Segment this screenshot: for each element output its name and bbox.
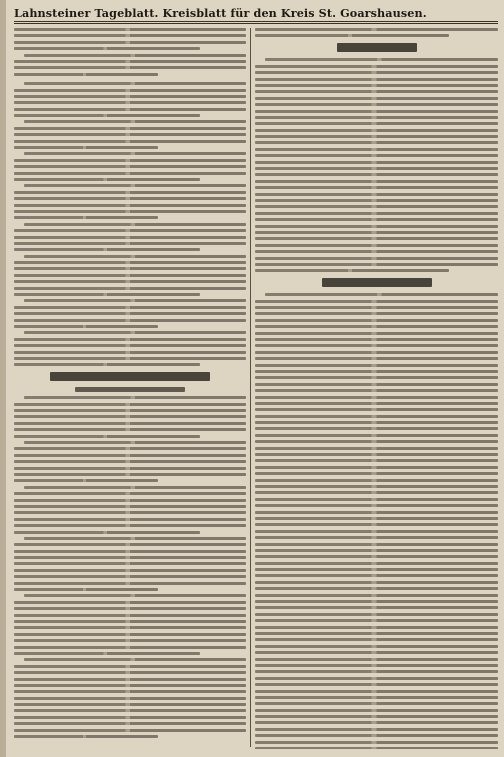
text-line <box>24 223 246 226</box>
text-line <box>14 620 246 623</box>
text-line <box>255 167 498 170</box>
text-line <box>265 293 498 296</box>
masthead-rule-bottom <box>14 23 498 24</box>
right-column <box>255 28 498 749</box>
text-line <box>14 95 246 98</box>
text-line <box>255 568 498 571</box>
text-line <box>14 172 246 175</box>
text-line <box>14 652 200 655</box>
text-line <box>255 472 498 475</box>
text-line <box>14 709 246 712</box>
text-line <box>255 357 498 360</box>
text-line <box>14 505 246 508</box>
text-line <box>255 205 498 208</box>
text-line <box>255 702 498 705</box>
text-line <box>255 498 498 501</box>
text-line <box>14 415 246 418</box>
text-line <box>255 300 498 303</box>
text-line <box>14 191 246 194</box>
text-line <box>255 263 498 266</box>
text-line <box>255 466 498 469</box>
text-line <box>255 632 498 635</box>
text-line <box>255 741 498 744</box>
text-line <box>255 161 498 164</box>
text-line <box>255 453 498 456</box>
text-line <box>255 485 498 488</box>
text-line <box>14 562 246 565</box>
text-line <box>255 34 449 37</box>
text-line <box>14 518 246 521</box>
text-line <box>255 338 498 341</box>
text-line <box>24 537 246 540</box>
text-line <box>14 422 246 425</box>
text-line <box>14 447 246 450</box>
text-line <box>14 127 246 130</box>
text-line <box>255 696 498 699</box>
text-line <box>14 351 246 354</box>
text-line <box>24 152 246 155</box>
text-line <box>14 338 246 341</box>
text-line <box>255 218 498 221</box>
text-line <box>14 582 246 585</box>
text-line <box>255 269 449 272</box>
text-line <box>255 523 498 526</box>
text-line <box>14 716 246 719</box>
text-line <box>255 517 498 520</box>
text-line <box>14 531 200 534</box>
text-line <box>24 396 246 399</box>
text-line <box>14 690 246 693</box>
text-line <box>255 141 498 144</box>
text-line <box>14 267 246 270</box>
text-line <box>255 543 498 546</box>
text-line <box>14 543 246 546</box>
text-line <box>14 550 246 553</box>
text-line <box>14 511 246 514</box>
text-line <box>14 524 246 527</box>
text-line <box>14 312 246 315</box>
text-line <box>14 274 246 277</box>
text-line <box>14 357 246 360</box>
text-line <box>255 389 498 392</box>
text-line <box>255 638 498 641</box>
text-line <box>255 613 498 616</box>
text-line <box>255 383 498 386</box>
text-line <box>255 530 498 533</box>
text-line <box>14 607 246 610</box>
text-line <box>265 58 498 61</box>
text-line <box>255 626 498 629</box>
text-line <box>14 735 158 738</box>
text-line <box>255 351 498 354</box>
text-line <box>255 84 498 87</box>
text-line <box>255 237 498 240</box>
text-line <box>14 89 246 92</box>
text-line <box>14 248 200 251</box>
text-line <box>14 697 246 700</box>
text-line <box>14 633 246 636</box>
text-line <box>255 734 498 737</box>
text-line <box>255 562 498 565</box>
text-line <box>14 306 246 309</box>
text-line <box>24 54 246 57</box>
text-line <box>255 747 498 749</box>
text-line <box>14 133 246 136</box>
text-line <box>255 306 498 309</box>
text-line <box>255 332 498 335</box>
text-line <box>255 110 498 113</box>
text-line <box>255 479 498 482</box>
text-line <box>14 229 246 232</box>
text-line <box>24 441 246 444</box>
text-line <box>14 678 246 681</box>
text-line <box>255 491 498 494</box>
text-line <box>255 427 498 430</box>
text-line <box>14 325 158 328</box>
text-line <box>255 581 498 584</box>
text-line <box>14 28 246 31</box>
text-line <box>14 646 246 649</box>
text-line <box>255 319 498 322</box>
text-line <box>14 626 246 629</box>
text-line <box>14 601 246 604</box>
text-line <box>14 101 246 104</box>
text-line <box>255 511 498 514</box>
column-divider <box>250 28 251 747</box>
text-line <box>255 97 498 100</box>
text-line <box>14 210 246 213</box>
text-line <box>24 331 246 334</box>
text-line <box>24 594 246 597</box>
text-line <box>14 403 246 406</box>
text-line <box>255 186 498 189</box>
text-line <box>14 319 246 322</box>
text-line <box>255 65 498 68</box>
text-line <box>24 658 246 661</box>
text-line <box>14 665 246 668</box>
text-line <box>14 73 158 76</box>
text-line <box>14 409 246 412</box>
text-line <box>255 116 498 119</box>
text-line <box>255 180 498 183</box>
text-line <box>14 499 246 502</box>
text-line <box>14 108 246 111</box>
section-heading <box>337 43 417 52</box>
subheading <box>75 387 185 392</box>
text-line <box>255 549 498 552</box>
text-line <box>255 325 498 328</box>
text-line <box>14 479 158 482</box>
text-line <box>14 467 246 470</box>
text-line <box>255 421 498 424</box>
left-column <box>14 28 246 749</box>
text-line <box>255 434 498 437</box>
text-line <box>14 556 246 559</box>
text-line <box>255 135 498 138</box>
text-line <box>255 715 498 718</box>
text-line <box>14 703 246 706</box>
masthead-rule-top <box>14 21 498 22</box>
text-line <box>255 459 498 462</box>
text-line <box>255 28 498 31</box>
text-line <box>255 645 498 648</box>
text-line <box>14 492 246 495</box>
text-line <box>14 34 246 37</box>
text-line <box>14 146 158 149</box>
text-line <box>24 486 246 489</box>
text-line <box>14 569 246 572</box>
text-line <box>255 683 498 686</box>
text-line <box>255 370 498 373</box>
text-line <box>14 216 158 219</box>
text-line <box>14 454 246 457</box>
text-line <box>14 197 246 200</box>
text-line <box>14 614 246 617</box>
text-line <box>14 280 246 283</box>
masthead-title: Lahnsteiner Tageblatt. Kreisblatt für den Kreis St. Goarshausen. <box>14 6 427 20</box>
text-line <box>14 287 246 290</box>
text-line <box>255 664 498 667</box>
text-line <box>255 690 498 693</box>
text-line <box>255 244 498 247</box>
text-line <box>14 261 246 264</box>
text-line <box>14 293 200 296</box>
text-line <box>14 47 200 50</box>
text-line <box>255 658 498 661</box>
text-line <box>24 255 246 258</box>
text-line <box>255 193 498 196</box>
text-line <box>255 212 498 215</box>
text-line <box>255 619 498 622</box>
text-line <box>255 574 498 577</box>
text-line <box>14 114 200 117</box>
text-line <box>255 103 498 106</box>
text-line <box>14 435 200 438</box>
section-heading <box>322 278 432 287</box>
text-line <box>255 709 498 712</box>
text-line <box>255 199 498 202</box>
text-line <box>14 204 246 207</box>
text-line <box>14 66 246 69</box>
text-line <box>255 154 498 157</box>
text-line <box>14 140 246 143</box>
text-line <box>255 606 498 609</box>
text-line <box>14 460 246 463</box>
text-line <box>14 722 246 725</box>
text-line <box>255 408 498 411</box>
text-line <box>14 344 246 347</box>
text-line <box>24 299 246 302</box>
text-line <box>255 90 498 93</box>
text-line <box>24 184 246 187</box>
text-line <box>14 159 246 162</box>
text-line <box>255 71 498 74</box>
text-line <box>14 178 200 181</box>
text-line <box>255 536 498 539</box>
text-line <box>14 428 246 431</box>
text-line <box>14 236 246 239</box>
text-line <box>14 684 246 687</box>
text-line <box>14 41 246 44</box>
text-line <box>255 396 498 399</box>
text-line <box>24 120 246 123</box>
section-heading <box>50 372 210 381</box>
text-line <box>255 677 498 680</box>
text-line <box>255 257 498 260</box>
text-line <box>255 415 498 418</box>
text-line <box>255 173 498 176</box>
text-line <box>255 250 498 253</box>
text-line <box>255 555 498 558</box>
text-line <box>24 82 246 85</box>
text-line <box>255 600 498 603</box>
text-line <box>255 148 498 151</box>
text-line <box>255 504 498 507</box>
text-line <box>14 639 246 642</box>
text-line <box>255 440 498 443</box>
text-line <box>255 231 498 234</box>
text-line <box>14 473 246 476</box>
text-line <box>255 312 498 315</box>
text-line <box>255 651 498 654</box>
text-line <box>14 242 246 245</box>
text-line <box>14 165 246 168</box>
text-line <box>255 402 498 405</box>
text-line <box>255 344 498 347</box>
text-line <box>255 376 498 379</box>
text-line <box>255 587 498 590</box>
text-line <box>14 575 246 578</box>
text-line <box>14 671 246 674</box>
text-line <box>14 588 158 591</box>
text-line <box>255 225 498 228</box>
text-line <box>255 721 498 724</box>
text-line <box>255 129 498 132</box>
text-line <box>255 670 498 673</box>
text-line <box>255 728 498 731</box>
text-line <box>14 363 200 366</box>
text-line <box>14 60 246 63</box>
text-line <box>255 78 498 81</box>
text-line <box>255 364 498 367</box>
text-line <box>255 122 498 125</box>
text-line <box>255 447 498 450</box>
text-line <box>255 594 498 597</box>
page-edge <box>0 0 6 757</box>
text-line <box>14 729 246 732</box>
